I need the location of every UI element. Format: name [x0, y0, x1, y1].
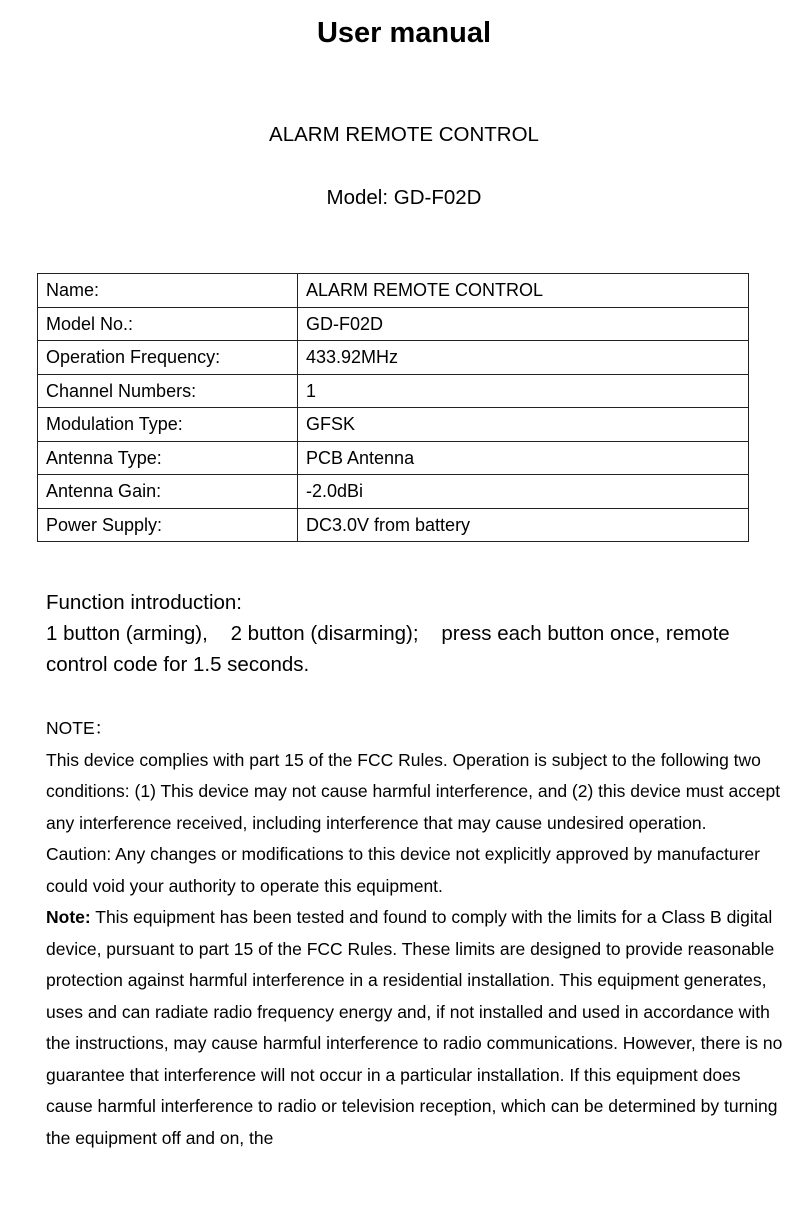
spec-value: PCB Antenna: [298, 441, 749, 475]
fcc-compliance-paragraph: This device complies with part 15 of the FCC Rules. Operation is subject to the following two conditions: (1) This device may not cause harmful interference, and (2) this device must accept any interference received, including interference that may cause undesired operation.: [46, 749, 781, 833]
function-text: 1 button (arming), 2 button (disarming); press each button once, remote control code for 1.5 seconds.: [46, 622, 736, 676]
product-subtitle: ALARM REMOTE CONTROL: [269, 123, 539, 146]
spec-value: GD-F02D: [298, 307, 749, 341]
note-heading: NOTE：: [46, 718, 113, 738]
spec-value: GFSK: [298, 408, 749, 442]
spec-label: Power Supply:: [38, 508, 298, 542]
table-row: [38, 408, 749, 442]
spec-label: Antenna Gain:: [38, 475, 298, 509]
spec-value: ALARM REMOTE CONTROL: [298, 274, 749, 308]
note-label: Note:: [46, 907, 91, 927]
note-text: This equipment has been tested and found to comply with the limits for a Class B digital device, pursuant to part 15 of the FCC Rules. These limits are designed to provide reasonable protection against harmful interference in a residential installation. This equipment generates, uses and can radiate radio frequency energy and, if not installed and used in accordance with the instructions, may cause harmful interference to radio communications. However, there is no guarantee that interference will not occur in a particular installation. If this equipment does cause harmful interference to radio or television reception, which can be determined by turning the equipment off and on, the: [46, 907, 783, 1148]
spec-label: Model No.:: [38, 307, 298, 341]
spec-label: Modulation Type:: [38, 408, 298, 442]
notes-section: [46, 713, 786, 1154]
spec-value: DC3.0V from battery: [298, 508, 749, 542]
spec-label: Channel Numbers:: [38, 374, 298, 408]
table-row: [38, 374, 749, 408]
model-subtitle: Model: GD-F02D: [326, 186, 482, 209]
table-row: [38, 475, 749, 509]
spec-value: 433.92MHz: [298, 341, 749, 375]
document-title: User manual: [316, 17, 492, 49]
table-row: [38, 441, 749, 475]
table-row: [38, 307, 749, 341]
function-section: [46, 587, 786, 680]
spec-label: Operation Frequency:: [38, 341, 298, 375]
spec-value: 1: [298, 374, 749, 408]
table-row: [38, 274, 749, 308]
function-heading: Function introduction:: [46, 591, 243, 614]
class-b-note-paragraph: [46, 902, 786, 1154]
spec-label: Antenna Type:: [38, 441, 298, 475]
caution-paragraph: Caution: Any changes or modifications to this device not explicitly approved by manufacturer could void your authority to operate this equipment.: [46, 844, 760, 896]
spec-table: [37, 273, 749, 542]
table-row: [38, 341, 749, 375]
table-row: [38, 508, 749, 542]
spec-value: -2.0dBi: [298, 475, 749, 509]
spec-label: Name:: [38, 274, 298, 308]
